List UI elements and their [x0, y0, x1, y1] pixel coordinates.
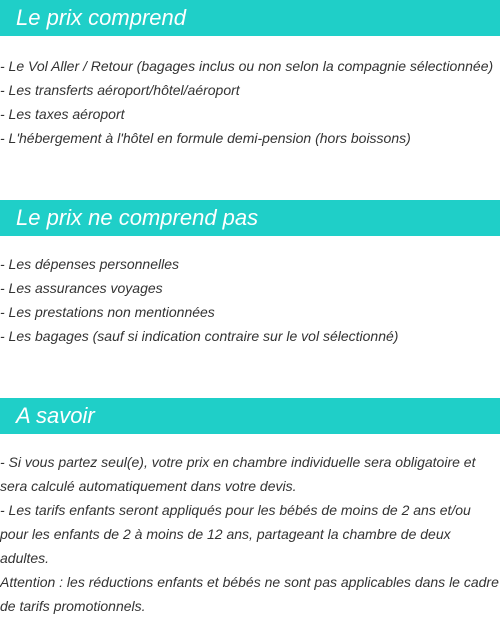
- excluded-section: [0, 200, 500, 348]
- list-item: - Les taxes aéroport: [0, 106, 125, 122]
- list-item: - L'hébergement à l'hôtel en formule demi-pension (hors boissons): [0, 130, 411, 146]
- included-section: [0, 0, 500, 150]
- included-banner: [0, 0, 500, 36]
- included-list: [0, 54, 500, 150]
- excluded-title: Le prix ne comprend pas: [16, 205, 259, 230]
- list-item: - Les assurances voyages: [0, 280, 163, 296]
- excluded-list: [0, 252, 500, 348]
- notes-section: [0, 398, 500, 618]
- notes-body: [0, 450, 500, 618]
- note-paragraph: - Les tarifs enfants seront appliqués pour les bébés de moins de 2 ans et/ou pour les enfants de 2 à moins de 12 ans, partageant la chambre de deux adultes.: [0, 502, 471, 566]
- list-item: - Les dépenses personnelles: [0, 256, 180, 272]
- notes-banner: [0, 398, 500, 434]
- notes-title: A savoir: [16, 403, 95, 428]
- included-title: Le prix comprend: [16, 5, 186, 30]
- note-paragraph: - Si vous partez seul(e), votre prix en chambre individuelle sera obligatoire et sera calculé automatiquement dans votre devis.: [0, 454, 476, 494]
- list-item: - Les bagages (sauf si indication contraire sur le vol sélectionné): [0, 328, 399, 344]
- list-item: - Le Vol Aller / Retour (bagages inclus ou non selon la compagnie sélectionnée): [0, 58, 494, 74]
- note-paragraph: Attention : les réductions enfants et bébés ne sont pas applicables dans le cadre de tarifs promotionnels.: [0, 574, 499, 614]
- list-item: - Les transferts aéroport/hôtel/aéroport: [0, 82, 240, 98]
- excluded-banner: [0, 200, 500, 236]
- list-item: - Les prestations non mentionnées: [0, 304, 215, 320]
